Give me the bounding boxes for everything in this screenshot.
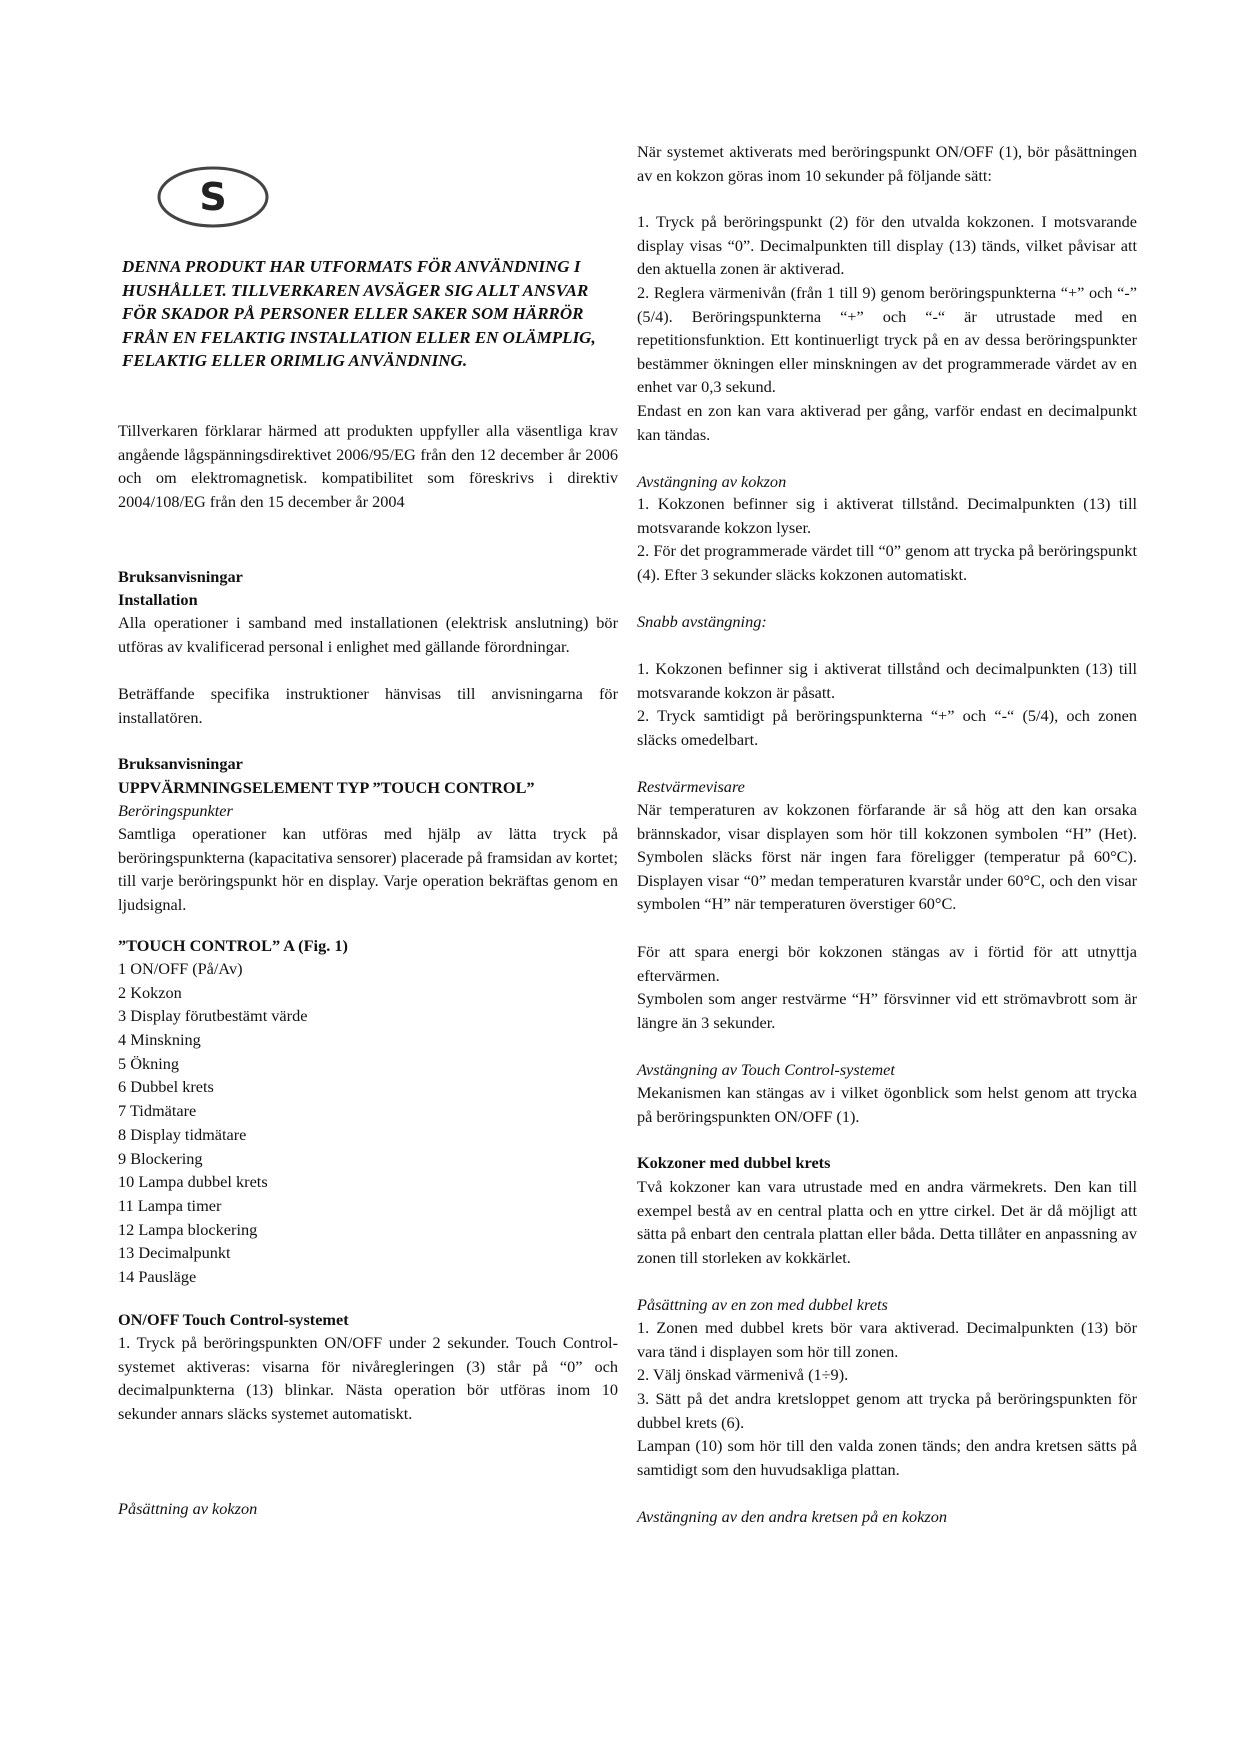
list-item: 13 Decimalpunkt — [118, 1243, 231, 1263]
dual-on-step-2-text: 2. Välj önskad värmenivå (1÷9). — [637, 1365, 849, 1384]
subheading-restvarmevisare: Restvärmevisare — [637, 777, 745, 796]
list-item: 8 Display tidmätare — [118, 1124, 247, 1144]
logo-letter: S — [199, 175, 227, 219]
list-item: 9 Blockering — [118, 1148, 203, 1168]
list-item: 2 Kokzon — [118, 982, 182, 1002]
list-item: 7 Tidmätare — [118, 1101, 197, 1121]
subheading-snabb-avstangning: Snabb avstängning: — [637, 612, 767, 631]
warning-text: DENNA PRODUKT HAR UTFORMATS FÖR ANVÄNDNING I HUSHÅLLET. TILLVERKAREN AVSÄGER SIG ALLT ANSVAR FÖR SKADOR PÅ PERSONER ELLER SAKER SOM HÄRRÖR FRÅN EN FELAKTIG INSTALLATION ELLER EN OLÄMPLIG, FELAKTIG ELLER ORIMLIG ANVÄNDNING. — [122, 257, 596, 370]
list-item: 10 Lampa dubbel krets — [118, 1172, 268, 1192]
subheading-pasattning: Påsättning av kokzon — [118, 1499, 258, 1518]
dual-on-step-3-text: 3. Sätt på det andra kretsloppet genom att trycka på beröringspunkten för dubbel krets (6). — [637, 1389, 1137, 1432]
system-off-text: Mekanismen kan stängas av i vilket ögonblick som helst genom att trycka på beröringspunkten ON/OFF (1). — [637, 1083, 1137, 1126]
heading-dual-circuit: Kokzoner med dubbel krets — [637, 1153, 831, 1172]
dual-circuit-text: Två kokzoner kan vara utrustade med en andra värmekrets. Den kan till exempel bestå av en central platta och en yttre cirkel. Det är då möjligt att sätta på enbart den centrala plattan eller båda. Detta tillåter en anpassning av zonen till storleken av kokkärlet. — [637, 1177, 1137, 1267]
declaration-text: Tillverkaren förklarar härmed att produkten uppfyller alla väsentliga krav angående lågspänningsdirektivet 2006/95/EG från den 12 december år 2006 och om elektromagnetisk. kompatibilitet som föreskrivs i direktiv 2004/108/EG från den 15 december år 2004 — [118, 421, 618, 511]
step-1-text: 1. Tryck på beröringspunkt (2) för den utvalda kokzonen. I motsvarande display visas “0”. Decimalpunkten till display (13) tänds, vilket påvisar att den aktuella zonen är aktiverad. — [637, 212, 1137, 279]
dual-on-lamp-text: Lampan (10) som hör till den valda zonen tänds; den andra kretsen sätts på samtidigt som den huvudsakliga plattan. — [637, 1436, 1137, 1479]
quick-step-1-text: 1. Kokzonen befinner sig i aktiverat tillstånd och decimalpunkten (13) till motsvarande kokzon är påsatt. — [637, 659, 1137, 702]
off-step-2-text: 2. För det programmerade värdet till “0” genom att trycka på beröringspunkt (4). Efter 3 sekunder släcks kokzonen automatiskt. — [637, 541, 1137, 584]
heading-touch-control-a: ”TOUCH CONTROL” A (Fig. 1) — [118, 936, 348, 955]
subheading-avstangning: Avstängning av kokzon — [637, 472, 787, 491]
component-list — [118, 957, 618, 1289]
step-2-text: 2. Reglera värmenivån (från 1 till 9) genom beröringspunkterna “+” och “-” (5/4). Beröringspunkterna “+” och “-“ är utrustade med en repetitionsfunktion. Ett kontinuerligt tryck på en av dessa beröringspunkter bestämmer ökningen eller minskningen av det programmerade värdet av en enhet var 0,3 sekund. — [637, 283, 1137, 397]
list-item: 11 Lampa timer — [118, 1195, 222, 1215]
heading-onoff-system: ON/OFF Touch Control-systemet — [118, 1310, 349, 1329]
heading-bruksanvisningar-2: Bruksanvisningar — [118, 754, 243, 773]
quick-step-2-text: 2. Tryck samtidigt på beröringspunkterna “+” och “-“ (5/4), och zonen släcks omedelbart. — [637, 706, 1137, 749]
heading-bruksanvisningar-1: Bruksanvisningar — [118, 567, 243, 586]
subheading-system-off: Avstängning av Touch Control-systemet — [637, 1060, 895, 1079]
power-outage-text: Symbolen som anger restvärme “H” försvinner vid ett strömavbrott som är längre än 3 sekunder. — [637, 989, 1137, 1032]
list-item: 4 Minskning — [118, 1030, 201, 1050]
dual-on-step-1-text: 1. Zonen med dubbel krets bör vara aktiverad. Decimalpunkten (13) bör vara tänd i displayen som hör till zonen. — [637, 1318, 1137, 1361]
off-step-1-text: 1. Kokzonen befinner sig i aktiverat tillstånd. Decimalpunkten (13) till motsvarande kokzon lyser. — [637, 494, 1137, 537]
installation-text: Alla operationer i samband med installationen (elektrisk anslutning) bör utföras av kvalificerad personal i enlighet med gällande förordningar. — [118, 613, 618, 656]
list-item: 14 Pausläge — [118, 1266, 197, 1286]
language-s-logo — [156, 164, 270, 230]
list-item: 5 Ökning — [118, 1053, 180, 1073]
list-item: 12 Lampa blockering — [118, 1219, 258, 1239]
list-item: 3 Display förutbestämt värde — [118, 1006, 308, 1026]
onoff-text: 1. Tryck på beröringspunkten ON/OFF under 2 sekunder. Touch Control-systemet aktiveras: visarna för nivåregleringen (3) står på “0” och decimalpunkterna (13) blinkar. Nästa operation bör utföras inom 10 sekunder annars släcks systemet automatiskt. — [118, 1333, 618, 1423]
subheading-second-circuit-off: Avstängning av den andra kretsen på en kokzon — [637, 1507, 948, 1526]
residual-heat-text: När temperaturen av kokzonen förfarande är så hög att den kan orsaka brännskador, visar displayen som hör till kokzonen symbolen “H” (Het). Symbolen släcks först när ingen fara föreligger (temperatur på 60°C). Displayen visar “0” medan temperaturen kvarstår under 60°C, och den visar symbolen “H” när temperaturen överstiger 60°C. — [637, 800, 1137, 914]
list-item: 1 ON/OFF (På/Av) — [118, 959, 243, 978]
installation-reference-text: Beträffande specifika instruktioner hänvisas till anvisningarna för installatören. — [118, 684, 618, 727]
activation-intro-text: När systemet aktiverats med beröringspunkt ON/OFF (1), bör påsättningen av en kokzon göras inom 10 sekunder på följande sätt: — [637, 142, 1137, 185]
list-item: 6 Dubbel krets — [118, 1077, 214, 1097]
subheading-dual-on: Påsättning av en zon med dubbel krets — [637, 1295, 888, 1314]
single-zone-text: Endast en zon kan vara aktiverad per gång, varför endast en decimalpunkt kan tändas. — [637, 401, 1137, 444]
touch-points-text: Samtliga operationer kan utföras med hjälp av lätta tryck på beröringspunkterna (kapacitativa sensorer) placerade på framsidan av kortet; till varje beröringspunkt hör en display. Varje operation bekräftas genom en ljudsignal. — [118, 824, 618, 914]
energy-saving-text: För att spara energi bör kokzonen stängas av i förtid för att utnyttja eftervärmen. — [637, 942, 1137, 985]
subheading-beroringspunkter: Beröringspunkter — [118, 801, 233, 820]
heading-installation: Installation — [118, 590, 198, 609]
heading-touch-control: UPPVÄRMNINGSELEMENT TYP ”TOUCH CONTROL” — [118, 778, 535, 797]
